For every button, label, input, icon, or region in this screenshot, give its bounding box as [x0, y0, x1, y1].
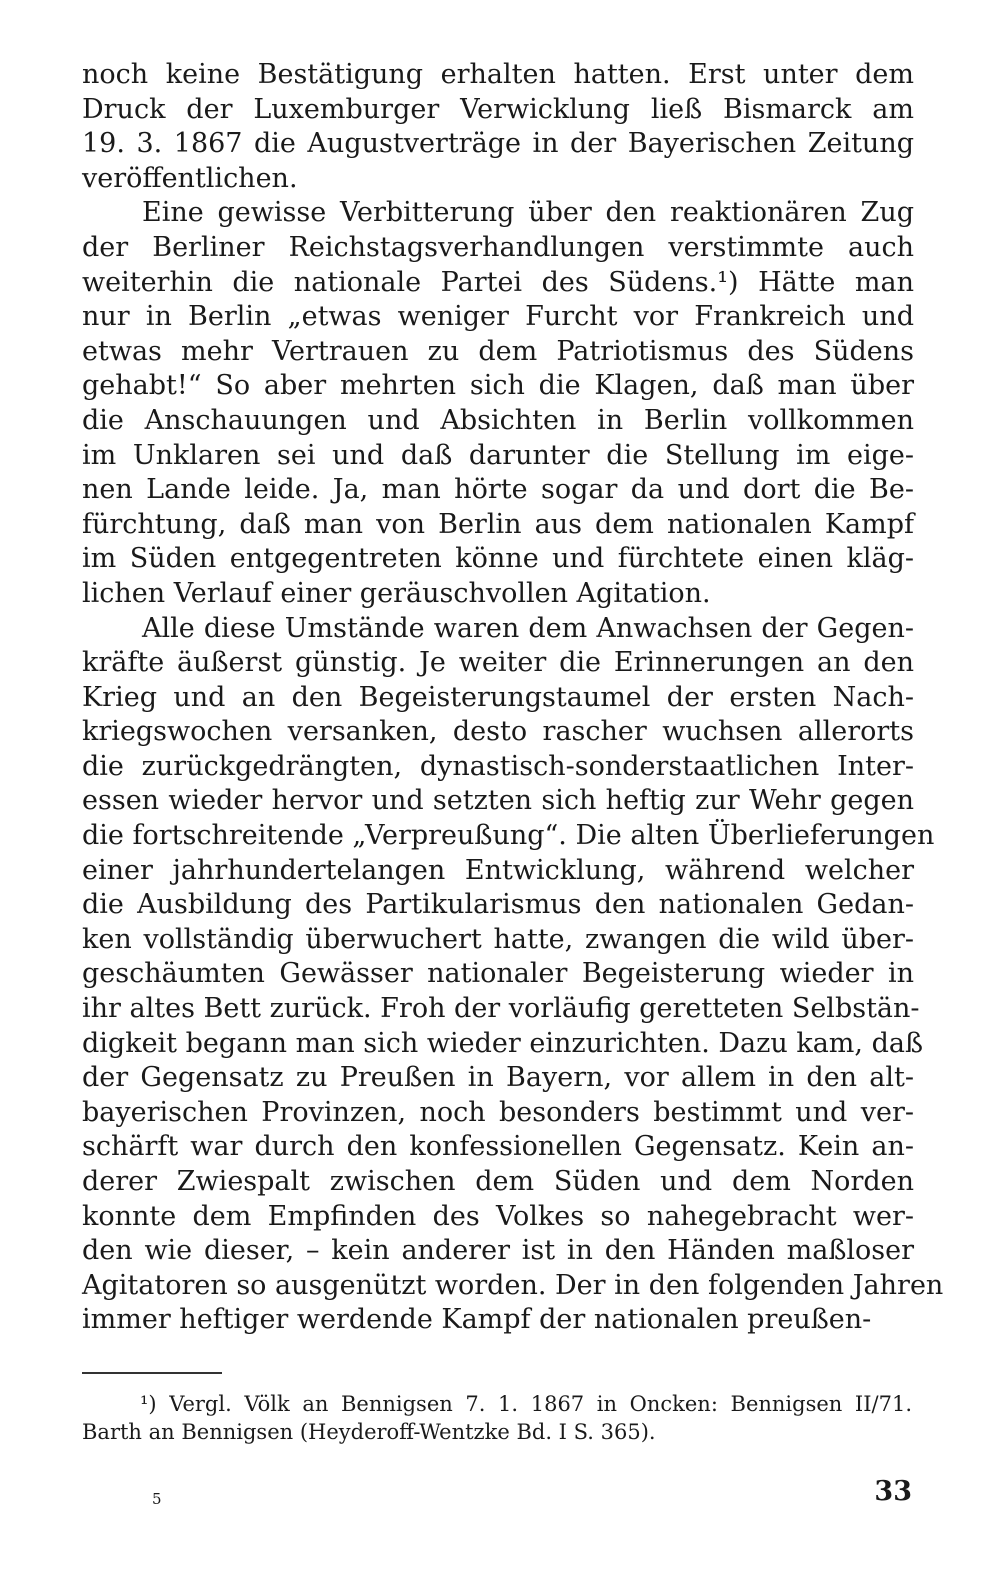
text-line: den wie dieser, – kein anderer ist in den Händen maßloser — [82, 1235, 914, 1267]
text-line: kräfte äußerst günstig. Je weiter die Erinnerungen an den — [82, 647, 914, 679]
text-line: ihr altes Bett zurück. Froh der vorläufig geretteten Selbstän- — [82, 993, 920, 1025]
text-line: nur in Berlin „etwas weniger Furcht vor Frankreich und — [82, 301, 914, 333]
footnote — [82, 1390, 912, 1446]
text-line: gehabt!“ So aber mehrten sich die Klagen, daß man über — [82, 370, 914, 402]
paragraph — [82, 196, 914, 611]
footnote-line: Barth an Bennigsen (Heyderoff-Wentzke Bd. I S. 365). — [82, 1420, 656, 1444]
text-line: Druck der Luxemburger Verwicklung ließ Bismarck am — [82, 93, 914, 125]
text-line: lichen Verlauf einer geräuschvollen Agitation. — [82, 577, 711, 609]
text-line: im Unklaren sei und daß darunter die Stellung im eige- — [82, 439, 914, 471]
text-line: essen wieder hervor und setzten sich heftig zur Wehr gegen — [82, 785, 914, 817]
text-line: im Süden entgegentreten könne und fürchtete einen kläg- — [82, 543, 914, 575]
text-line: der Berliner Reichstagsverhandlungen verstimmte auch — [82, 231, 914, 263]
text-line: digkeit begann man sich wieder einzurichten. Dazu kam, daß — [82, 1027, 923, 1059]
text-line: nen Lande leide. Ja, man hörte sogar da und dort die Be- — [82, 474, 914, 506]
footnote-rule — [82, 1372, 222, 1374]
text-line: geschäumten Gewässer nationaler Begeisterung wieder in — [82, 958, 914, 990]
text-line: 19. 3. 1867 die Augustverträge in der Bayerischen Zeitung — [82, 128, 914, 160]
body-text — [82, 58, 944, 1338]
text-line: die zurückgedrängten, dynastisch-sonderstaatlichen Inter- — [82, 750, 914, 782]
paragraph — [82, 612, 944, 1338]
text-line: Eine gewisse Verbitterung über den reaktionären Zug — [142, 197, 914, 229]
text-line: die Anschauungen und Absichten in Berlin vollkommen — [82, 404, 914, 436]
text-line: Alle diese Umstände waren dem Anwachsen der Gegen- — [142, 612, 914, 644]
text-line: fürchtung, daß man von Berlin aus dem nationalen Kampf — [82, 508, 914, 540]
text-line: bayerischen Provinzen, noch besonders bestimmt und ver- — [82, 1096, 914, 1128]
text-line: ken vollständig überwuchert hatte, zwangen die wild über- — [82, 923, 914, 955]
text-line: immer heftiger werdende Kampf der nationalen preußen- — [82, 1304, 872, 1336]
text-line: kriegswochen versanken, desto rascher wuchsen allerorts — [82, 716, 914, 748]
text-line: konnte dem Empfinden des Volkes so nahegebracht wer- — [82, 1200, 914, 1232]
text-line: die fortschreitende „Verpreußung“. Die alten Überlieferungen — [82, 820, 935, 852]
text-line: weiterhin die nationale Partei des Südens.¹) Hätte man — [82, 266, 914, 298]
text-line: die Ausbildung des Partikularismus den nationalen Gedan- — [82, 889, 914, 921]
footnote-line: ¹) Vergl. Völk an Bennigsen 7. 1. 1867 in Oncken: Bennigsen II/71. — [140, 1392, 912, 1416]
text-line: veröffentlichen. — [82, 162, 298, 194]
text-line: Agitatoren so ausgenützt worden. Der in den folgenden Jahren — [82, 1269, 944, 1301]
text-line: schärft war durch den konfessionellen Gegensatz. Kein an- — [82, 1131, 914, 1163]
text-line: der Gegensatz zu Preußen in Bayern, vor allem in den alt- — [82, 1062, 914, 1094]
signature-mark: 5 — [152, 1490, 162, 1508]
text-line: einer jahrhundertelangen Entwicklung, während welcher — [82, 854, 914, 886]
text-line: noch keine Bestätigung erhalten hatten. Erst unter dem — [82, 59, 914, 90]
text-line: derer Zwiespalt zwischen dem Süden und dem Norden — [82, 1166, 914, 1197]
paragraph — [82, 58, 914, 196]
text-line: etwas mehr Vertrauen zu dem Patriotismus des Südens — [82, 335, 914, 367]
page-number: 33 — [874, 1476, 912, 1507]
text-line: Krieg und an den Begeisterungstaumel der ersten Nach- — [82, 681, 914, 713]
